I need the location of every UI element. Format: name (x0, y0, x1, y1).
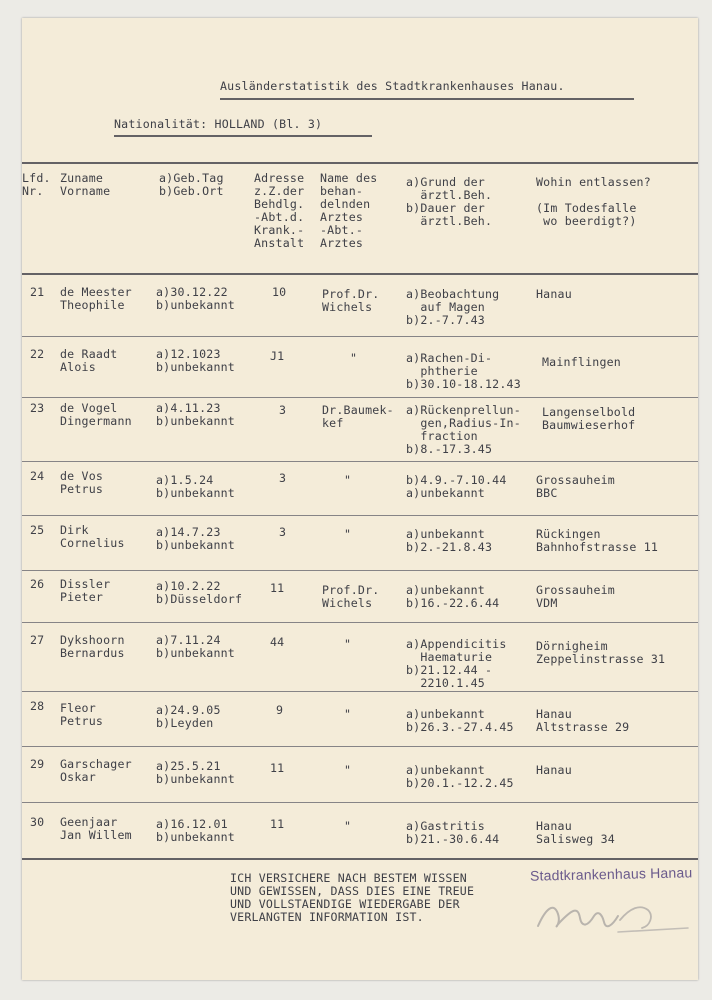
certification-text: ICH VERSICHERE NACH BESTEM WISSEN UND GEWISSEN, DASS DIES EINE TREUE UND VOLLSTAENDIGE WIEDERGABE DER VERLANGTEN INFORMATION IST. (230, 871, 475, 924)
row-address: 3 (279, 403, 287, 417)
row-discharged: Langenselbold Baumwieserhof (542, 405, 636, 432)
row-birth: a)12.1023 b)unbekannt (156, 347, 235, 374)
row-address: 11 (270, 761, 285, 775)
row-discharged: Mainflingen (542, 355, 621, 369)
row-birth: a)30.12.22 b)unbekannt (156, 285, 235, 312)
row-birth: a)14.7.23 b)unbekannt (156, 525, 235, 552)
row-doctor: " (350, 351, 358, 365)
row-reason: a)unbekannt b)20.1.-12.2.45 (406, 763, 514, 790)
row-divider (22, 622, 698, 623)
row-discharged: Hanau (536, 287, 572, 301)
row-address: 11 (270, 817, 285, 831)
row-number: 24 (30, 469, 45, 483)
header-discharged: Wohin entlassen? (Im Todesfalle wo beerdigt?) (536, 175, 651, 228)
row-divider (22, 746, 698, 747)
row-divider (22, 515, 698, 516)
row-reason: a)Appendicitis Haematurie b)21.12.44 - 2210.1.45 (406, 637, 507, 690)
row-birth: a)10.2.22 b)Düsseldorf (156, 579, 243, 606)
row-discharged: Grossauheim BBC (536, 473, 615, 500)
row-name: de Vos Petrus (60, 469, 104, 496)
row-doctor: Prof.Dr. Wichels (322, 583, 380, 610)
row-divider (22, 691, 698, 692)
row-reason: a)unbekannt b)16.-22.6.44 (406, 583, 500, 610)
row-birth: a)4.11.23 b)unbekannt (156, 401, 235, 428)
row-number: 22 (30, 347, 45, 361)
row-discharged: Hanau Salisweg 34 (536, 819, 615, 846)
header-bottom-rule (22, 273, 698, 275)
row-doctor: Dr.Baumek- kef (322, 403, 394, 430)
header-lfd: Lfd. Nr. (22, 171, 51, 198)
row-birth: a)24.9.05 b)Leyden (156, 703, 221, 730)
row-discharged: Dörnigheim Zeppelinstrasse 31 (536, 639, 666, 666)
header-reason: a)Grund der ärztl.Beh. b)Dauer der ärztl.Beh. (406, 175, 493, 228)
row-number: 27 (30, 633, 45, 647)
row-number: 23 (30, 401, 45, 415)
header-top-rule (22, 162, 698, 164)
row-name: de Raadt Alois (60, 347, 118, 374)
table-bottom-rule (22, 858, 698, 860)
row-reason: a)unbekannt b)26.3.-27.4.45 (406, 707, 514, 734)
document-title: Ausländerstatistik des Stadtkrankenhauses Hanau. (220, 79, 565, 93)
title-underline (220, 98, 634, 100)
row-doctor: " (344, 819, 352, 833)
row-birth: a)7.11.24 b)unbekannt (156, 633, 235, 660)
row-address: 11 (270, 581, 285, 595)
row-name: Dykshoorn Bernardus (60, 633, 125, 660)
row-divider (22, 802, 698, 803)
row-doctor: Prof.Dr. Wichels (322, 287, 380, 314)
signature-image (532, 886, 692, 946)
row-address: 10 (272, 285, 287, 299)
row-doctor: " (344, 707, 352, 721)
row-number: 21 (30, 285, 45, 299)
header-birth: a)Geb.Tag b)Geb.Ort (159, 171, 224, 198)
row-number: 25 (30, 523, 45, 537)
row-reason: b)4.9.-7.10.44 a)unbekannt (406, 473, 507, 500)
row-name: Dissler Pieter (60, 577, 111, 604)
row-number: 28 (30, 699, 45, 713)
row-divider (22, 336, 698, 337)
row-discharged: Rückingen Bahnhofstrasse 11 (536, 527, 659, 554)
row-number: 26 (30, 577, 45, 591)
row-divider (22, 397, 698, 398)
row-address: 3 (279, 471, 287, 485)
row-name: de Vogel Dingermann (60, 401, 132, 428)
row-doctor: " (344, 637, 352, 651)
row-doctor: " (344, 527, 352, 541)
hospital-stamp: Stadtkrankenhaus Hanau (529, 864, 693, 884)
row-birth: a)16.12.01 b)unbekannt (156, 817, 235, 844)
row-discharged: Hanau Altstrasse 29 (536, 707, 630, 734)
row-divider (22, 461, 698, 462)
row-number: 29 (30, 757, 45, 771)
row-name: Dirk Cornelius (60, 523, 125, 550)
nationality-label: Nationalität: HOLLAND (Bl. 3) (114, 117, 323, 131)
nationality-underline (114, 135, 372, 137)
row-name: Geenjaar Jan Willem (60, 815, 132, 842)
row-name: Garschager Oskar (60, 757, 132, 784)
row-reason: a)Rückenprellun- gen,Radius-In- fraction b)8.-17.3.45 (406, 403, 521, 456)
header-doctor: Name des behan- delnden Arztes -Abt.- Arztes (320, 171, 378, 250)
row-address: 9 (276, 703, 284, 717)
row-birth: a)25.5.21 b)unbekannt (156, 759, 235, 786)
row-doctor: " (344, 763, 352, 777)
row-birth: a)1.5.24 b)unbekannt (156, 473, 235, 500)
row-reason: a)Gastritis b)21.-30.6.44 (406, 819, 500, 846)
row-reason: a)unbekannt b)2.-21.8.43 (406, 527, 493, 554)
row-discharged: Hanau (536, 763, 572, 777)
header-address: Adresse z.Z.der Behdlg. -Abt.d. Krank.- Anstalt (254, 171, 305, 250)
row-reason: a)Rachen-Di- phtherie b)30.10-18.12.43 (406, 351, 521, 391)
row-address: J1 (270, 349, 285, 363)
document-page (22, 18, 698, 980)
row-address: 3 (279, 525, 287, 539)
row-reason: a)Beobachtung auf Magen b)2.-7.7.43 (406, 287, 500, 327)
row-address: 44 (270, 635, 285, 649)
row-number: 30 (30, 815, 45, 829)
header-name: Zuname Vorname (60, 171, 111, 198)
row-divider (22, 570, 698, 571)
row-doctor: " (344, 473, 352, 487)
row-discharged: Grossauheim VDM (536, 583, 615, 610)
row-name: Fleor Petrus (60, 701, 104, 728)
row-name: de Meester Theophile (60, 285, 132, 312)
